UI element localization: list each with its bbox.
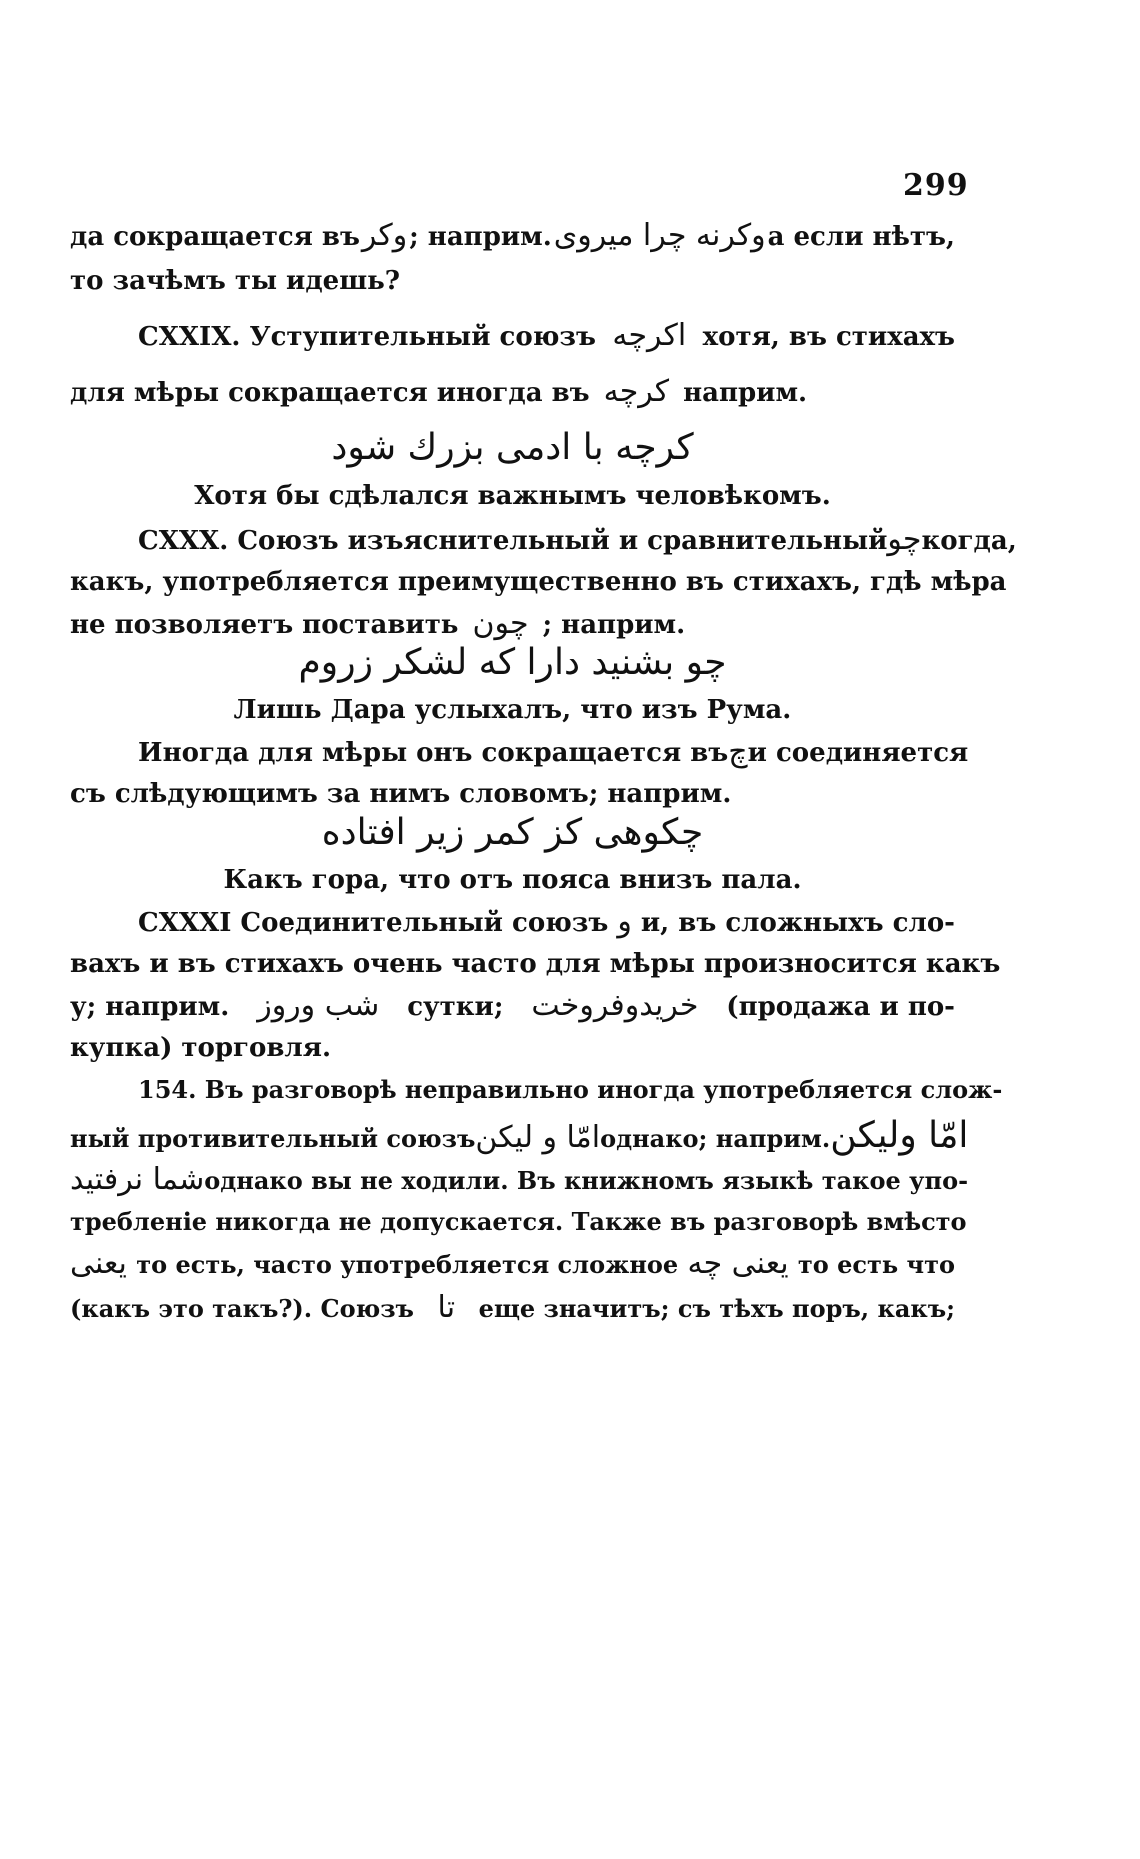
- text-fragment: CXXIX. Уступительный союзъ: [138, 322, 596, 352]
- text-fragment: съ слѣдующимъ за нимъ словомъ; наприм.: [70, 779, 732, 809]
- persian-phrase: شما نرفتيد: [70, 1162, 205, 1197]
- persian-word: چون: [472, 606, 529, 641]
- text-line-6: [70, 564, 1007, 600]
- persian-letter: چ: [728, 734, 748, 769]
- section-cxxxi: [138, 904, 955, 941]
- translation-text: Какъ гора, что отъ пояса внизъ пала.: [223, 865, 802, 895]
- text-fragment: 154. Въ разговорѣ неправильно иногда употребляется слож-: [138, 1075, 1003, 1104]
- text-fragment: наприм.: [683, 378, 808, 408]
- text-fragment: то зачѣмъ ты идешь?: [70, 266, 401, 296]
- page-number: 299: [903, 168, 969, 203]
- text-fragment: когда,: [921, 526, 1017, 556]
- example-3: [70, 812, 955, 853]
- text-fragment: хотя, въ стихахъ: [702, 322, 955, 352]
- text-line-12: [70, 988, 955, 1025]
- text-fragment: какъ, употребляется преимущественно въ стихахъ, гдѣ мѣра: [70, 567, 1007, 597]
- text-fragment: однако вы не ходили. Въ книжномъ языкѣ такое упо-: [204, 1166, 969, 1195]
- text-fragment: да сокращается въ: [70, 222, 360, 252]
- persian-word: يعنى: [70, 1246, 127, 1281]
- translation-text: Лишь Дара услыхалъ, что изъ Рума.: [233, 695, 792, 725]
- persian-letter: و: [617, 904, 632, 939]
- example-1: [70, 427, 955, 468]
- persian-word: شب وروز: [257, 988, 380, 1023]
- persian-phrase: وكرنه چرا ميروى: [553, 218, 766, 253]
- text-line-9: [70, 776, 955, 812]
- text-fragment: а если нѣтъ,: [767, 222, 955, 252]
- text-line-8: [138, 734, 969, 771]
- text-fragment: требленіе никогда не допускается. Также въ разговорѣ вмѣсто: [70, 1207, 967, 1236]
- text-fragment: купка) торговля.: [70, 1033, 331, 1063]
- text-fragment: ; наприм.: [542, 610, 686, 640]
- text-fragment: Иногда для мѣры онъ сокращается въ: [138, 738, 729, 768]
- persian-example: چو بشنيد دارا كه لشكر زروم: [298, 642, 727, 683]
- text-line-13: [70, 1030, 955, 1066]
- text-fragment: у; наприм.: [70, 992, 230, 1022]
- text-fragment: еще значитъ; съ тѣхъ поръ, какъ;: [478, 1294, 955, 1323]
- text-line-2: [70, 263, 955, 299]
- text-line-4: [70, 374, 955, 411]
- text-fragment: для мѣры сокращается иногда въ: [70, 378, 590, 408]
- text-fragment: CXXXI Соединительный союзъ: [138, 908, 609, 938]
- text-fragment: то есть, часто употребляется сложное: [136, 1250, 679, 1279]
- section-cxxx: [138, 522, 1017, 559]
- persian-phrase: امّا وليكن: [830, 1115, 969, 1156]
- text-line-16: [70, 1162, 969, 1199]
- text-line-7: [70, 606, 955, 643]
- persian-word: اكرچه: [612, 318, 687, 353]
- text-line-15: [70, 1115, 969, 1157]
- persian-phrase: يعنى چه: [687, 1246, 789, 1281]
- translation-text: Хотя бы сдѣлался важнымъ человѣкомъ.: [194, 481, 831, 511]
- translation-1: [70, 478, 955, 514]
- text-fragment: (какъ это такъ?). Союзъ: [70, 1294, 414, 1323]
- persian-word: كرچه: [603, 374, 670, 409]
- text-line-11: [70, 946, 1001, 982]
- text-fragment: и, въ сложныхъ сло-: [640, 908, 955, 938]
- text-line-19: [70, 1290, 955, 1327]
- text-fragment: сутки;: [407, 992, 504, 1022]
- text-line-17: [70, 1204, 967, 1240]
- section-cxxix: [138, 318, 955, 355]
- text-fragment: ; наприм.: [409, 222, 552, 252]
- text-fragment: CXXX. Союзъ изъяснительный и сравнительный: [138, 526, 888, 556]
- text-fragment: однако; наприм.: [600, 1124, 831, 1153]
- persian-word: وكر: [361, 218, 408, 253]
- persian-word: تا: [437, 1290, 456, 1325]
- persian-example: چكوهى كز كمر زير افتاده: [321, 812, 704, 853]
- section-154: [138, 1072, 1003, 1108]
- text-line-18: [70, 1246, 955, 1283]
- persian-example: كرچه با ادمى بزرك شود: [331, 427, 694, 468]
- text-fragment: (продажа и по-: [726, 992, 955, 1022]
- text-fragment: то есть что: [797, 1250, 955, 1279]
- text-line-1: [70, 218, 955, 255]
- text-fragment: ный противительный союзъ: [70, 1124, 476, 1153]
- persian-word: خريدوفروخت: [531, 988, 699, 1023]
- persian-phrase: امّا و ليكن: [475, 1120, 601, 1155]
- example-2: [70, 642, 955, 683]
- translation-2: [70, 692, 955, 728]
- text-fragment: не позволяетъ поставить: [70, 610, 459, 640]
- text-fragment: и соединяется: [747, 738, 969, 768]
- text-fragment: вахъ и въ стихахъ очень часто для мѣры произносится какъ: [70, 949, 1001, 979]
- persian-word: چو: [887, 522, 922, 557]
- translation-3: [70, 862, 955, 898]
